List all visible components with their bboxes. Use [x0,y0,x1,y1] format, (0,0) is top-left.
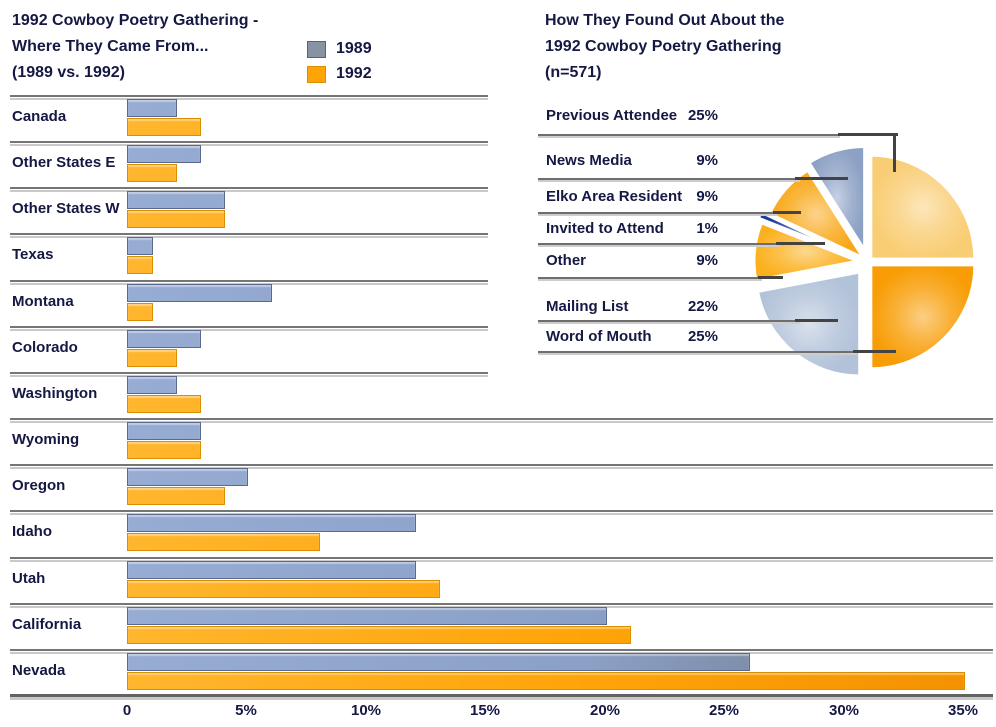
legend-label-1992: 1992 [336,65,372,82]
bar-1989-other-states-w [127,191,225,209]
x-tick-35: 35% [947,702,979,719]
pie-label-row-invited-to-attend [546,220,718,237]
pie-underline-word-of-mouth [538,351,857,353]
pie-underline-previous-attendee [538,134,840,136]
row-divider [10,95,488,97]
pie-slice-mailing-list [758,272,860,376]
x-tick-30: 30% [828,702,860,719]
pie-chart-title-line1: How They Found Out About the [545,12,785,29]
pie-label-row-word-of-mouth [546,328,718,345]
bar-1989-utah [127,561,416,579]
category-label: Other States E [12,154,116,171]
legend-swatch-1992 [307,66,326,83]
bar-1989-canada [127,99,177,117]
pie-value-mailing-list: 22% [687,298,718,315]
bar-1992-canada [127,118,201,136]
x-tick-15: 15% [469,702,501,719]
bar-1992-texas [127,256,153,274]
pie-label-row-news-media [546,152,718,169]
pie-underline-news-media [538,178,800,180]
x-tick-0: 0 [122,702,132,719]
category-label: Nevada [12,662,66,679]
category-label: Colorado [12,339,78,356]
bar-1989-wyoming [127,422,201,440]
row-divider [10,603,993,605]
pie-leader-previous-attendee [838,133,898,136]
pie-slice-previous-attendee [871,155,975,259]
category-label: Utah [12,570,46,587]
pie-value-invited-to-attend: 1% [696,220,718,237]
pie-leader-mailing-list [795,319,838,322]
row-divider [10,510,993,512]
bar-chart-title-line1: 1992 Cowboy Poetry Gathering - [12,12,259,29]
pie-label-word-of-mouth: Word of Mouth [546,328,652,345]
x-tick-10: 10% [350,702,382,719]
category-label: Oregon [12,477,66,494]
pie-underline-mailing-list [538,320,800,322]
category-label: Texas [12,246,54,263]
bar-1989-montana [127,284,272,302]
pie-label-row-other [546,252,718,269]
row-divider [10,141,488,143]
row-divider [10,233,488,235]
pie-underline-elko-area-resident [538,212,778,214]
category-label: Idaho [12,523,52,540]
pie-underline-invited-to-attend [538,243,780,245]
bar-chart-title [12,8,258,86]
pie-label-news-media: News Media [546,152,632,169]
bar-1992-colorado [127,349,177,367]
row-divider [10,187,488,189]
bar-1989-colorado [127,330,201,348]
bar-1989-other-states-e [127,145,201,163]
pie-underline-other [538,277,762,279]
bar-1992-oregon [127,487,225,505]
category-label: Other States W [12,200,120,217]
bar-1992-other-states-e [127,164,177,182]
pie-chart [725,115,996,405]
pie-label-mailing-list: Mailing List [546,298,629,315]
pie-chart-title-line3: (n=571) [545,64,602,81]
pie-leader-elko-area-resident [773,211,801,214]
bar-1989-nevada [127,653,750,671]
pie-value-word-of-mouth: 25% [687,328,718,345]
pie-leader-word-of-mouth [853,350,896,353]
bar-1992-montana [127,303,153,321]
row-divider [10,557,993,559]
pie-label-elko-area-resident: Elko Area Resident [546,188,683,205]
bar-1989-idaho [127,514,416,532]
pie-leader-news-media [795,177,848,180]
bar-1992-other-states-w [127,210,225,228]
pie-value-previous-attendee: 25% [687,107,718,124]
pie-label-row-mailing-list [546,298,718,315]
row-divider [10,280,488,282]
row-divider [10,372,488,374]
bar-1992-wyoming [127,441,201,459]
bar-1992-nevada [127,672,965,690]
pie-label-invited-to-attend: Invited to Attend [546,220,664,237]
pie-value-elko-area-resident: 9% [696,188,718,205]
pie-leader-elbow-previous-attendee [893,134,896,172]
category-label: Wyoming [12,431,80,448]
row-divider [10,326,488,328]
pie-chart-title-line2: 1992 Cowboy Poetry Gathering [545,38,782,55]
bar-1989-oregon [127,468,248,486]
pie-leader-invited-to-attend [776,242,825,245]
pie-label-row-elko-area-resident [546,188,718,205]
category-label: Montana [12,293,74,310]
category-label: Washington [12,385,98,402]
pie-label-other: Other [546,252,587,269]
bar-1992-utah [127,580,440,598]
bar-1992-california [127,626,631,644]
bar-1992-washington [127,395,201,413]
legend-swatch-1989 [307,41,326,58]
pie-label-previous-attendee: Previous Attendee [546,107,678,124]
category-label: Canada [12,108,67,125]
bar-1992-idaho [127,533,320,551]
category-label: California [12,616,82,633]
pie-leader-other [758,276,783,279]
bar-chart-title-line2: Where They Came From... [12,38,209,55]
bar-1989-texas [127,237,153,255]
pie-value-other: 9% [696,252,718,269]
bar-1989-washington [127,376,177,394]
legend-label-1989: 1989 [336,40,372,57]
bar-chart-title-line3: (1989 vs. 1992) [12,64,125,81]
pie-label-row-previous-attendee [546,107,718,124]
bar-1989-california [127,607,607,625]
row-divider [10,649,993,651]
pie-chart-title [545,8,784,86]
x-tick-5: 5% [235,702,257,719]
pie-slice-word-of-mouth [871,265,975,369]
pie-value-news-media: 9% [696,152,718,169]
row-divider [10,464,993,466]
row-divider [10,418,993,420]
x-axis-line [10,694,993,697]
x-tick-20: 20% [589,702,621,719]
x-tick-25: 25% [708,702,740,719]
